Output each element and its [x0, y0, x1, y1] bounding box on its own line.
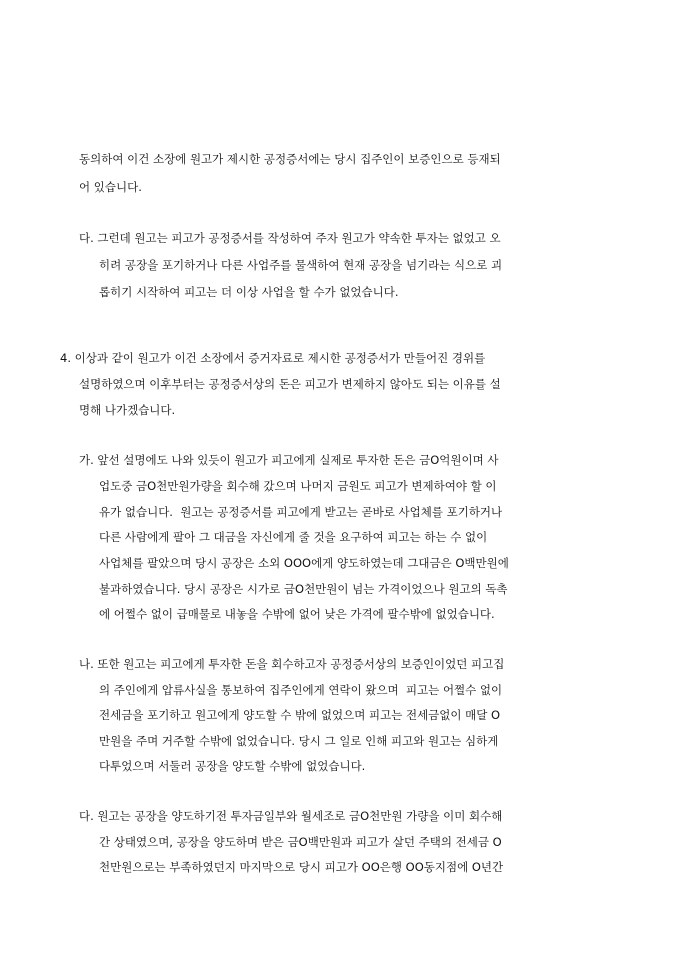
text-line: 다른 사람에게 팔아 그 대금을 자신에게 줄 것을 요구하여 피고는 하는 수 없이 [99, 530, 488, 544]
text-line: 만원을 주며 거주할 수밖에 없었습니다. 당시 그 일로 인해 피고와 원고는 심하게 [99, 734, 499, 748]
text-line: 명해 나가겠습니다. [79, 403, 176, 417]
text-line: 업도중 금O천만원가량을 회수해 갔으며 나머지 금원도 피고가 변제하여야 할 이 [99, 479, 497, 493]
text-line: 의 주인에게 압류사실을 통보하여 집주인에게 연락이 왔으며 피고는 어쩔수 없이 [99, 683, 503, 697]
text-line: 전세금을 포기하고 원고에게 양도할 수 밖에 없었으며 피고는 전세금없이 매달 O [99, 708, 501, 722]
text-line: 간 상태였으며, 공장을 양도하며 받은 금O백만원과 피고가 살던 주택의 전세금 O [99, 835, 502, 849]
text-line: 히려 공장을 포기하거나 다른 사업주를 물색하여 현재 공장을 넘기라는 식으로 괴 [99, 258, 503, 272]
text-line: 사업체를 팔았으며 당시 공장은 소외 OOO에게 양도하였는데 그대금은 O백만원에 [99, 556, 509, 570]
text-line: 유가 없습니다. 원고는 공정증서를 피고에게 받고는 곧바로 사업체를 포기하거나 [99, 505, 503, 519]
text-line: 나. 또한 원고는 피고에게 투자한 돈을 회수하고자 공정증서상의 보증인이었던 피고집 [79, 657, 505, 671]
text-line: 천만원으로는 부족하였던지 마지막으로 당시 피고가 OO은행 OO동지점에 O년간 [99, 860, 504, 874]
text-line: 어 있습니다. [79, 180, 142, 194]
text-line: 4. 이상과 같이 원고가 이건 소장에서 증거자료로 제시한 공정증서가 만들어진 경위를 [60, 351, 486, 365]
text-line: 설명하였으며 이후부터는 공정증서상의 돈은 피고가 변제하지 않아도 되는 이유를 설 [79, 377, 501, 391]
text-line: 동의하여 이건 소장에 원고가 제시한 공정증서에는 당시 집주인이 보증인으로 등재되 [79, 152, 501, 166]
text-line: 롭히기 시작하여 피고는 더 이상 사업을 할 수가 없었습니다. [99, 285, 399, 299]
text-line: 가. 앞선 설명에도 나와 있듯이 원고가 피고에게 실제로 투자한 돈은 금O억원이며 사 [79, 453, 499, 467]
text-line: 다. 그런데 원고는 피고가 공정증서를 작성하여 주자 원고가 약속한 투자는 없었고 오 [79, 231, 501, 245]
text-line: 불과하였습니다. 당시 공장은 시가로 금O천만원이 넘는 가격이었으나 원고의 독촉 [99, 582, 508, 596]
text-line: 다투었으며 서둘러 공장을 양도할 수밖에 없었습니다. [99, 759, 366, 773]
text-line: 에 어쩔수 없이 급매물로 내놓을 수밖에 없어 낮은 가격에 팔수밖에 없었습니다. [99, 607, 495, 621]
text-line: 다. 원고는 공장을 양도하기전 투자금일부와 월세조로 금O천만원 가량을 이미 회수해 [79, 809, 503, 823]
